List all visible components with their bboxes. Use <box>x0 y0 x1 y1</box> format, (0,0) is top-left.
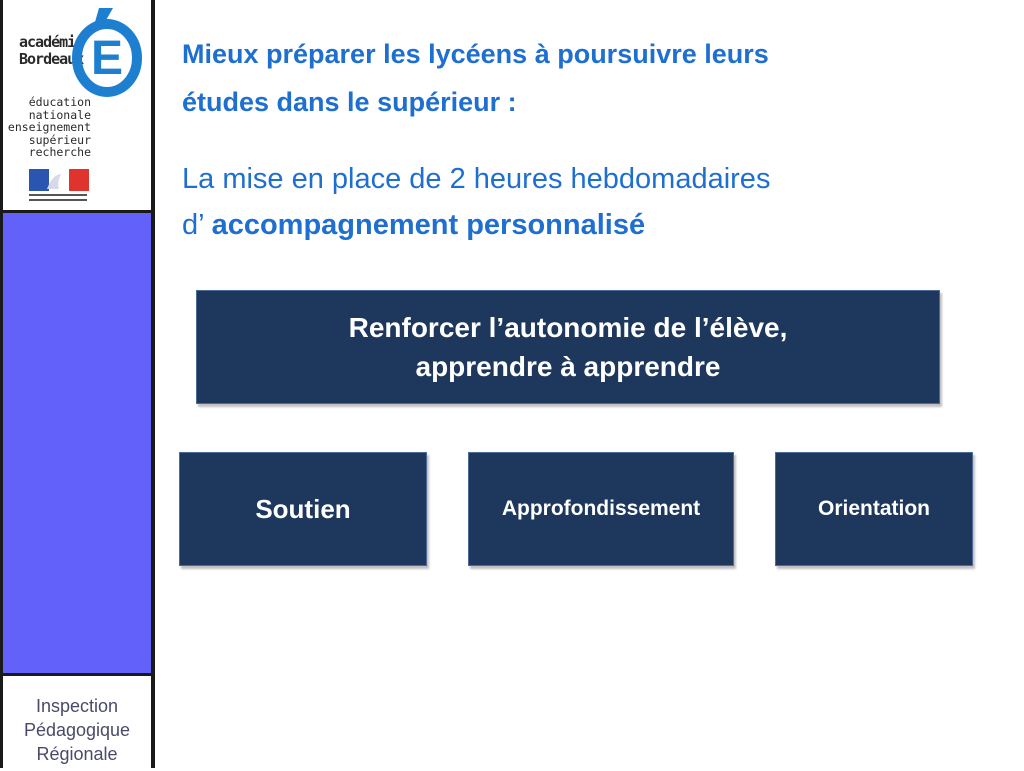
inspection-line: Inspection <box>35 696 119 716</box>
subtitle-prefix: d’ <box>182 209 204 241</box>
orientation-label: Orientation <box>817 497 930 520</box>
inspection-line: Régionale <box>36 744 118 764</box>
approfondissement-box <box>468 452 734 566</box>
soutien-box <box>179 452 427 566</box>
logo-stack-line: enseignement <box>7 120 91 134</box>
autonomy-box-line2: apprendre à apprendre <box>415 351 721 382</box>
title-line1: Mieux préparer les lycéens à poursuivre leurs <box>182 39 769 69</box>
subtitle-line2 <box>182 202 982 248</box>
slide-subtitle <box>182 156 982 248</box>
logo-stack-line: éducation <box>28 95 91 109</box>
logo-ministry-text <box>7 96 91 159</box>
svg-text:E: E <box>90 32 124 85</box>
title-line2: études dans le supérieur : <box>182 87 517 117</box>
sidebar-right-border <box>151 0 155 768</box>
approfondissement-label: Approfondissement <box>501 497 701 520</box>
orientation-box <box>775 452 973 566</box>
logo-stack-line: recherche <box>28 145 91 159</box>
subtitle-bold: accompagnement personnalisé <box>211 209 646 241</box>
republic-motto-icon <box>29 193 89 203</box>
slide-title <box>182 30 982 126</box>
logo-e-emblem <box>71 6 147 98</box>
logo-stack-line: supérieur <box>28 132 91 147</box>
sidebar <box>0 0 155 768</box>
logo-stack-line: nationale <box>28 107 91 122</box>
inspection-label <box>3 694 151 766</box>
academie-logo <box>3 0 151 213</box>
logo-academie-line1: académie <box>19 33 84 51</box>
inspection-panel <box>3 673 151 771</box>
logo-academie-line2: Bordeaux <box>19 50 84 68</box>
autonomy-box <box>196 290 940 404</box>
soutien-label: Soutien <box>255 493 351 524</box>
sidebar-blue-band <box>3 213 151 673</box>
marianne-flag-icon <box>29 169 89 191</box>
autonomy-box-line1: Renforcer l’autonomie de l’élève, <box>348 312 788 343</box>
inspection-line: Pédagogique <box>23 720 131 740</box>
subtitle-line1: La mise en place de 2 heures hebdomadaires <box>182 163 771 195</box>
